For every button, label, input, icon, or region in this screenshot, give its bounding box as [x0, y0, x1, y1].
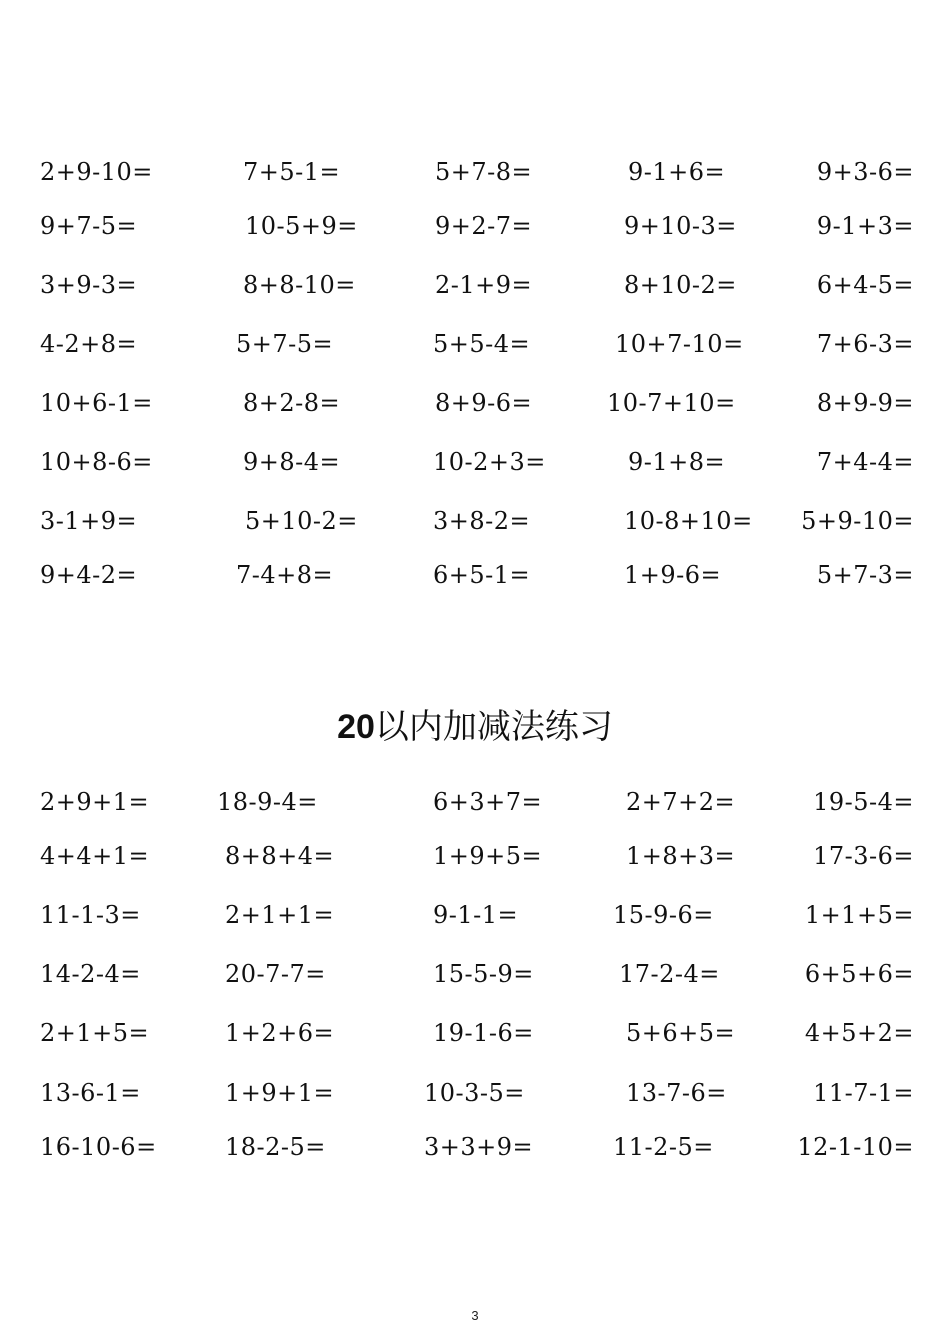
math-problem: 12-1-10=: [797, 1133, 914, 1161]
worksheet-title: [0, 700, 950, 754]
math-problem: 1+9+5=: [433, 842, 543, 870]
math-problem: 3+9-3=: [40, 271, 138, 299]
math-problem: 7-4+8=: [236, 561, 334, 589]
math-problem: 2-1+9=: [435, 271, 533, 299]
math-problem: 18-9-4=: [217, 788, 318, 816]
math-problem: 2+7+2=: [626, 788, 736, 816]
math-problem: 6+4-5=: [816, 271, 914, 299]
math-problem: 18-2-5=: [225, 1133, 326, 1161]
math-problem: 1+1+5=: [804, 901, 914, 929]
math-problem: 5+10-2=: [245, 507, 358, 535]
problem-row: [0, 1016, 950, 1050]
math-problem: 4-2+8=: [40, 330, 138, 358]
math-problem: 10+7-10=: [615, 330, 744, 358]
math-problem: 2+9+1=: [40, 788, 150, 816]
math-problem: 15-5-9=: [433, 960, 534, 988]
math-problem: 7+4-4=: [816, 448, 914, 476]
problem-row: [0, 1076, 950, 1110]
title-number: 20: [337, 708, 375, 746]
title-text: 以内加减法练习: [374, 707, 613, 747]
problem-row: [0, 957, 950, 991]
math-problem: 5+7-5=: [236, 330, 334, 358]
math-problem: 9+10-3=: [624, 212, 737, 240]
math-problem: 1+9+1=: [225, 1079, 335, 1107]
math-problem: 6+5-1=: [433, 561, 531, 589]
math-problem: 7+5-1=: [243, 158, 341, 186]
math-problem: 9-1-1=: [433, 901, 519, 929]
math-problem: 10-7+10=: [607, 389, 736, 417]
math-problem: 15-9-6=: [613, 901, 714, 929]
math-problem: 8+9-6=: [435, 389, 533, 417]
math-problem: 10+6-1=: [40, 389, 153, 417]
math-problem: 14-2-4=: [40, 960, 141, 988]
math-problem: 9+4-2=: [40, 561, 138, 589]
math-problem: 2+1+1=: [225, 901, 335, 929]
math-problem: 2+1+5=: [40, 1019, 150, 1047]
math-problem: 9+7-5=: [40, 212, 138, 240]
math-problem: 4+5+2=: [804, 1019, 914, 1047]
math-problem: 3-1+9=: [40, 507, 138, 535]
problem-row: [0, 558, 950, 592]
math-problem: 5+6+5=: [626, 1019, 736, 1047]
problem-row: [0, 839, 950, 873]
math-problem: 19-1-6=: [433, 1019, 534, 1047]
math-problem: 6+5+6=: [804, 960, 914, 988]
math-problem: 5+7-8=: [435, 158, 533, 186]
problem-row: [0, 445, 950, 479]
math-problem: 9+8-4=: [243, 448, 341, 476]
math-problem: 8+2-8=: [243, 389, 341, 417]
problem-row: [0, 386, 950, 420]
math-problem: 5+9-10=: [801, 507, 914, 535]
math-problem: 2+9-10=: [40, 158, 153, 186]
math-problem: 8+9-9=: [816, 389, 914, 417]
math-problem: 8+8-10=: [243, 271, 356, 299]
math-problem: 17-3-6=: [813, 842, 914, 870]
math-problem: 10-5+9=: [245, 212, 358, 240]
problem-row: [0, 785, 950, 819]
page-number: 3: [471, 1308, 479, 1323]
math-problem: 8+10-2=: [624, 271, 737, 299]
math-problem: 9+2-7=: [435, 212, 533, 240]
problem-row: [0, 268, 950, 302]
math-problem: 16-10-6=: [40, 1133, 157, 1161]
math-problem: 1+9-6=: [624, 561, 722, 589]
math-problem: 6+3+7=: [433, 788, 543, 816]
math-problem: 17-2-4=: [619, 960, 720, 988]
math-problem: 5+7-3=: [816, 561, 914, 589]
math-problem: 10-2+3=: [433, 448, 546, 476]
math-problem: 4+4+1=: [40, 842, 150, 870]
math-problem: 20-7-7=: [225, 960, 326, 988]
math-problem: 3+3+9=: [424, 1133, 534, 1161]
math-problem: 11-7-1=: [813, 1079, 914, 1107]
math-problem: 11-1-3=: [40, 901, 141, 929]
math-problem: 5+5-4=: [433, 330, 531, 358]
math-problem: 10+8-6=: [40, 448, 153, 476]
math-problem: 1+8+3=: [626, 842, 736, 870]
math-problem: 8+8+4=: [225, 842, 335, 870]
math-problem: 9-1+8=: [628, 448, 726, 476]
problem-row: [0, 209, 950, 243]
math-problem: 19-5-4=: [813, 788, 914, 816]
math-problem: 10-8+10=: [624, 507, 753, 535]
math-problem: 9+3-6=: [816, 158, 914, 186]
math-problem: 11-2-5=: [613, 1133, 714, 1161]
math-problem: 13-7-6=: [626, 1079, 727, 1107]
math-problem: 9-1+6=: [628, 158, 726, 186]
problem-row: [0, 155, 950, 189]
math-problem: 9-1+3=: [816, 212, 914, 240]
problem-row: [0, 504, 950, 538]
problem-row: [0, 1130, 950, 1164]
problem-row: [0, 898, 950, 932]
problem-row: [0, 327, 950, 361]
math-problem: 3+8-2=: [433, 507, 531, 535]
math-problem: 7+6-3=: [816, 330, 914, 358]
math-problem: 1+2+6=: [225, 1019, 335, 1047]
math-problem: 13-6-1=: [40, 1079, 141, 1107]
math-problem: 10-3-5=: [424, 1079, 525, 1107]
